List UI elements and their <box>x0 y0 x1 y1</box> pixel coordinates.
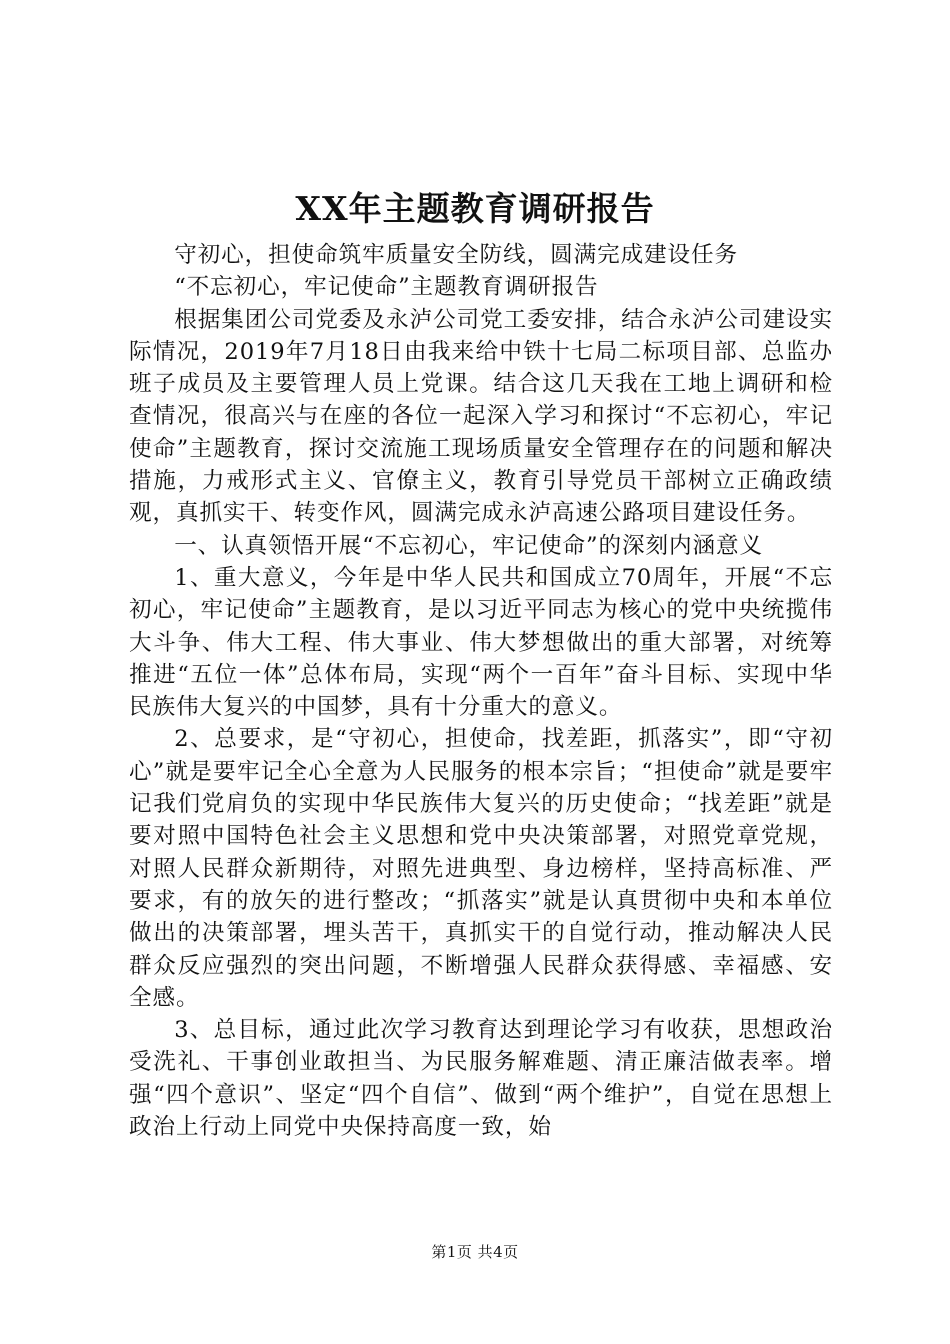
report-heading-line: “不忘初心，牢记使命”主题教育调研报告 <box>174 274 599 301</box>
document-title: XX年主题教育调研报告 <box>295 189 655 228</box>
body-paragraph: 2、总要求，是“守初心，担使命，找差距，抓落实”，即“守初心”就是要牢记全心全意为人民服务的根本宗旨；“担使命”就是要牢记我们党肩负的实现中华民族伟大复兴的历史使命；“找差距”就是要对照中国特色社会主义思想和党中央决策部署，对照党章党规，对照人民群众新期待，对照先进典型、身边榜样，坚持高标准、严要求，有的放矢的进行整改；“抓落实”就是认真贯彻中央和本单位做出的决策部署，埋头苦干，真抓实干的自觉行动，推动解决人民群众反应强烈的突出问题，不断增强人民群众获得感、幸福感、安全感。 <box>129 726 833 1011</box>
section-heading: 一、认真领悟开展“不忘初心，牢记使命”的深刻内涵意义 <box>174 532 763 559</box>
body-paragraph: 3、总目标，通过此次学习教育达到理论学习有收获，思想政治受洗礼、干事创业敢担当、为民服务解难题、清正廉洁做表率。增强“四个意识”、坚定“四个自信”、做到“两个维护”，自觉在思想上政治上行动上同党中央保持高度一致，始 <box>129 1017 833 1141</box>
document-body <box>129 239 833 1143</box>
subtitle-line: 守初心，担使命筑牢质量安全防线，圆满完成建设任务 <box>174 242 739 268</box>
body-paragraph: 根据集团公司党委及永泸公司党工委安排，结合永泸公司建设实际情况，2019年7月18日由我来给中铁十七局二标项目部、总监办班子成员及主要管理人员上党课。结合这几天我在工地上调研和检查情况，很高兴与在座的各位一起深入学习和探讨“不忘初心，牢记使命”主题教育，探讨交流施工现场质量安全管理存在的问题和解决措施，力戒形式主义、官僚主义，教育引导党员干部树立正确政绩观，真抓实干、转变作风，圆满完成永泸高速公路项目建设任务。 <box>129 306 833 527</box>
body-paragraph: 1、重大意义，今年是中华人民共和国成立70周年，开展“不忘初心，牢记使命”主题教育，是以习近平同志为核心的党中央统揽伟大斗争、伟大工程、伟大事业、伟大梦想做出的重大部署，对统筹推进“五位一体”总体布局，实现“两个一百年”奋斗目标、实现中华民族伟大复兴的中国梦，具有十分重大的意义。 <box>129 564 833 721</box>
page-number-footer: 第1页 共4页 <box>431 1243 519 1261</box>
